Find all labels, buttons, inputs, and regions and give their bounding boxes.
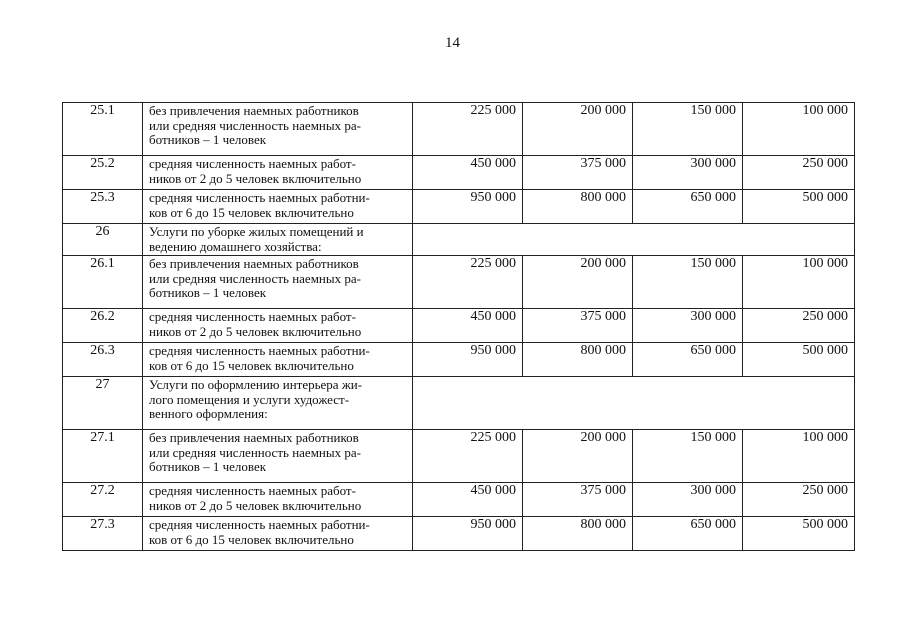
description-line: средняя численность наемных работ- bbox=[149, 483, 356, 498]
value-cell: 225 000 bbox=[413, 103, 523, 156]
description-line: ников от 2 до 5 человек включительно bbox=[149, 497, 362, 513]
table-row bbox=[63, 430, 855, 483]
table-row bbox=[63, 103, 855, 156]
value-cell: 300 000 bbox=[633, 483, 743, 517]
row-number: 25.2 bbox=[63, 156, 143, 190]
value-cell: 225 000 bbox=[413, 430, 523, 483]
description-line: ков от 6 до 15 человек включительно bbox=[149, 357, 354, 373]
table-row bbox=[63, 517, 855, 551]
description-line: средняя численность наемных работни- bbox=[149, 343, 370, 358]
description-line: средняя численность наемных работни- bbox=[149, 190, 370, 205]
row-description bbox=[143, 256, 413, 309]
value-cell: 250 000 bbox=[743, 156, 855, 190]
value-cell: 225 000 bbox=[413, 256, 523, 309]
value-cell: 250 000 bbox=[743, 483, 855, 517]
description-line: ков от 6 до 15 человек включительно bbox=[149, 531, 354, 547]
row-description bbox=[143, 224, 413, 256]
description-line: ников от 2 до 5 человек включительно bbox=[149, 170, 362, 186]
row-number: 27 bbox=[63, 377, 143, 430]
table-body bbox=[63, 103, 855, 551]
description-line: или средняя численность наемных ра- bbox=[149, 444, 361, 460]
row-number: 26.1 bbox=[63, 256, 143, 309]
description-line: или средняя численность наемных ра- bbox=[149, 117, 361, 133]
row-description bbox=[143, 483, 413, 517]
value-cell: 650 000 bbox=[633, 517, 743, 551]
value-cell: 800 000 bbox=[523, 517, 633, 551]
row-description bbox=[143, 377, 413, 430]
row-number: 26.2 bbox=[63, 309, 143, 343]
description-line: Услуги по уборке жилых помещений и bbox=[149, 224, 364, 239]
description-line: средняя численность наемных работни- bbox=[149, 517, 370, 532]
value-cell: 300 000 bbox=[633, 309, 743, 343]
value-cell: 150 000 bbox=[633, 103, 743, 156]
value-cell: 950 000 bbox=[413, 517, 523, 551]
row-description bbox=[143, 430, 413, 483]
table-row bbox=[63, 343, 855, 377]
table-row bbox=[63, 483, 855, 517]
row-number: 26 bbox=[63, 224, 143, 256]
description-line: ботников – 1 человек bbox=[149, 285, 267, 300]
value-cell: 300 000 bbox=[633, 156, 743, 190]
description-line: ботников – 1 человек bbox=[149, 459, 267, 474]
value-cell: 250 000 bbox=[743, 309, 855, 343]
table-row bbox=[63, 156, 855, 190]
value-cell: 450 000 bbox=[413, 309, 523, 343]
row-description bbox=[143, 343, 413, 377]
description-line: ков от 6 до 15 человек включительно bbox=[149, 204, 354, 220]
table-row bbox=[63, 309, 855, 343]
description-line: без привлечения наемных работников bbox=[149, 430, 359, 445]
value-cell: 950 000 bbox=[413, 343, 523, 377]
empty-values-cell bbox=[413, 377, 855, 430]
row-number: 25.1 bbox=[63, 103, 143, 156]
row-description bbox=[143, 156, 413, 190]
row-number: 27.3 bbox=[63, 517, 143, 551]
row-description bbox=[143, 103, 413, 156]
value-cell: 375 000 bbox=[523, 483, 633, 517]
table-row bbox=[63, 224, 855, 256]
description-line: без привлечения наемных работников bbox=[149, 256, 359, 271]
description-line: венного оформления: bbox=[149, 406, 268, 421]
value-cell: 500 000 bbox=[743, 517, 855, 551]
row-number: 26.3 bbox=[63, 343, 143, 377]
value-cell: 450 000 bbox=[413, 483, 523, 517]
description-line: лого помещения и услуги художест- bbox=[149, 391, 350, 407]
row-description bbox=[143, 190, 413, 224]
description-line: ботников – 1 человек bbox=[149, 132, 267, 147]
page-number: 14 bbox=[445, 35, 460, 51]
value-cell: 500 000 bbox=[743, 343, 855, 377]
description-line: без привлечения наемных работников bbox=[149, 103, 359, 118]
value-cell: 800 000 bbox=[523, 190, 633, 224]
row-description bbox=[143, 309, 413, 343]
row-description bbox=[143, 517, 413, 551]
value-cell: 375 000 bbox=[523, 309, 633, 343]
description-line: средняя численность наемных работ- bbox=[149, 309, 356, 324]
value-cell: 450 000 bbox=[413, 156, 523, 190]
value-cell: 200 000 bbox=[523, 256, 633, 309]
value-cell: 200 000 bbox=[523, 430, 633, 483]
empty-values-cell bbox=[413, 224, 855, 256]
description-line: или средняя численность наемных ра- bbox=[149, 270, 361, 286]
value-cell: 100 000 bbox=[743, 430, 855, 483]
value-cell: 150 000 bbox=[633, 430, 743, 483]
row-number: 27.1 bbox=[63, 430, 143, 483]
value-cell: 200 000 bbox=[523, 103, 633, 156]
services-table bbox=[62, 102, 855, 551]
table-row bbox=[63, 377, 855, 430]
description-line: ведению домашнего хозяйства: bbox=[149, 238, 322, 254]
value-cell: 500 000 bbox=[743, 190, 855, 224]
description-line: Услуги по оформлению интерьера жи- bbox=[149, 377, 363, 392]
value-cell: 375 000 bbox=[523, 156, 633, 190]
table-row bbox=[63, 256, 855, 309]
description-line: средняя численность наемных работ- bbox=[149, 156, 356, 171]
value-cell: 650 000 bbox=[633, 343, 743, 377]
value-cell: 100 000 bbox=[743, 103, 855, 156]
table-row bbox=[63, 190, 855, 224]
value-cell: 100 000 bbox=[743, 256, 855, 309]
row-number: 25.3 bbox=[63, 190, 143, 224]
value-cell: 950 000 bbox=[413, 190, 523, 224]
row-number: 27.2 bbox=[63, 483, 143, 517]
description-line: ников от 2 до 5 человек включительно bbox=[149, 323, 362, 339]
value-cell: 150 000 bbox=[633, 256, 743, 309]
value-cell: 650 000 bbox=[633, 190, 743, 224]
value-cell: 800 000 bbox=[523, 343, 633, 377]
